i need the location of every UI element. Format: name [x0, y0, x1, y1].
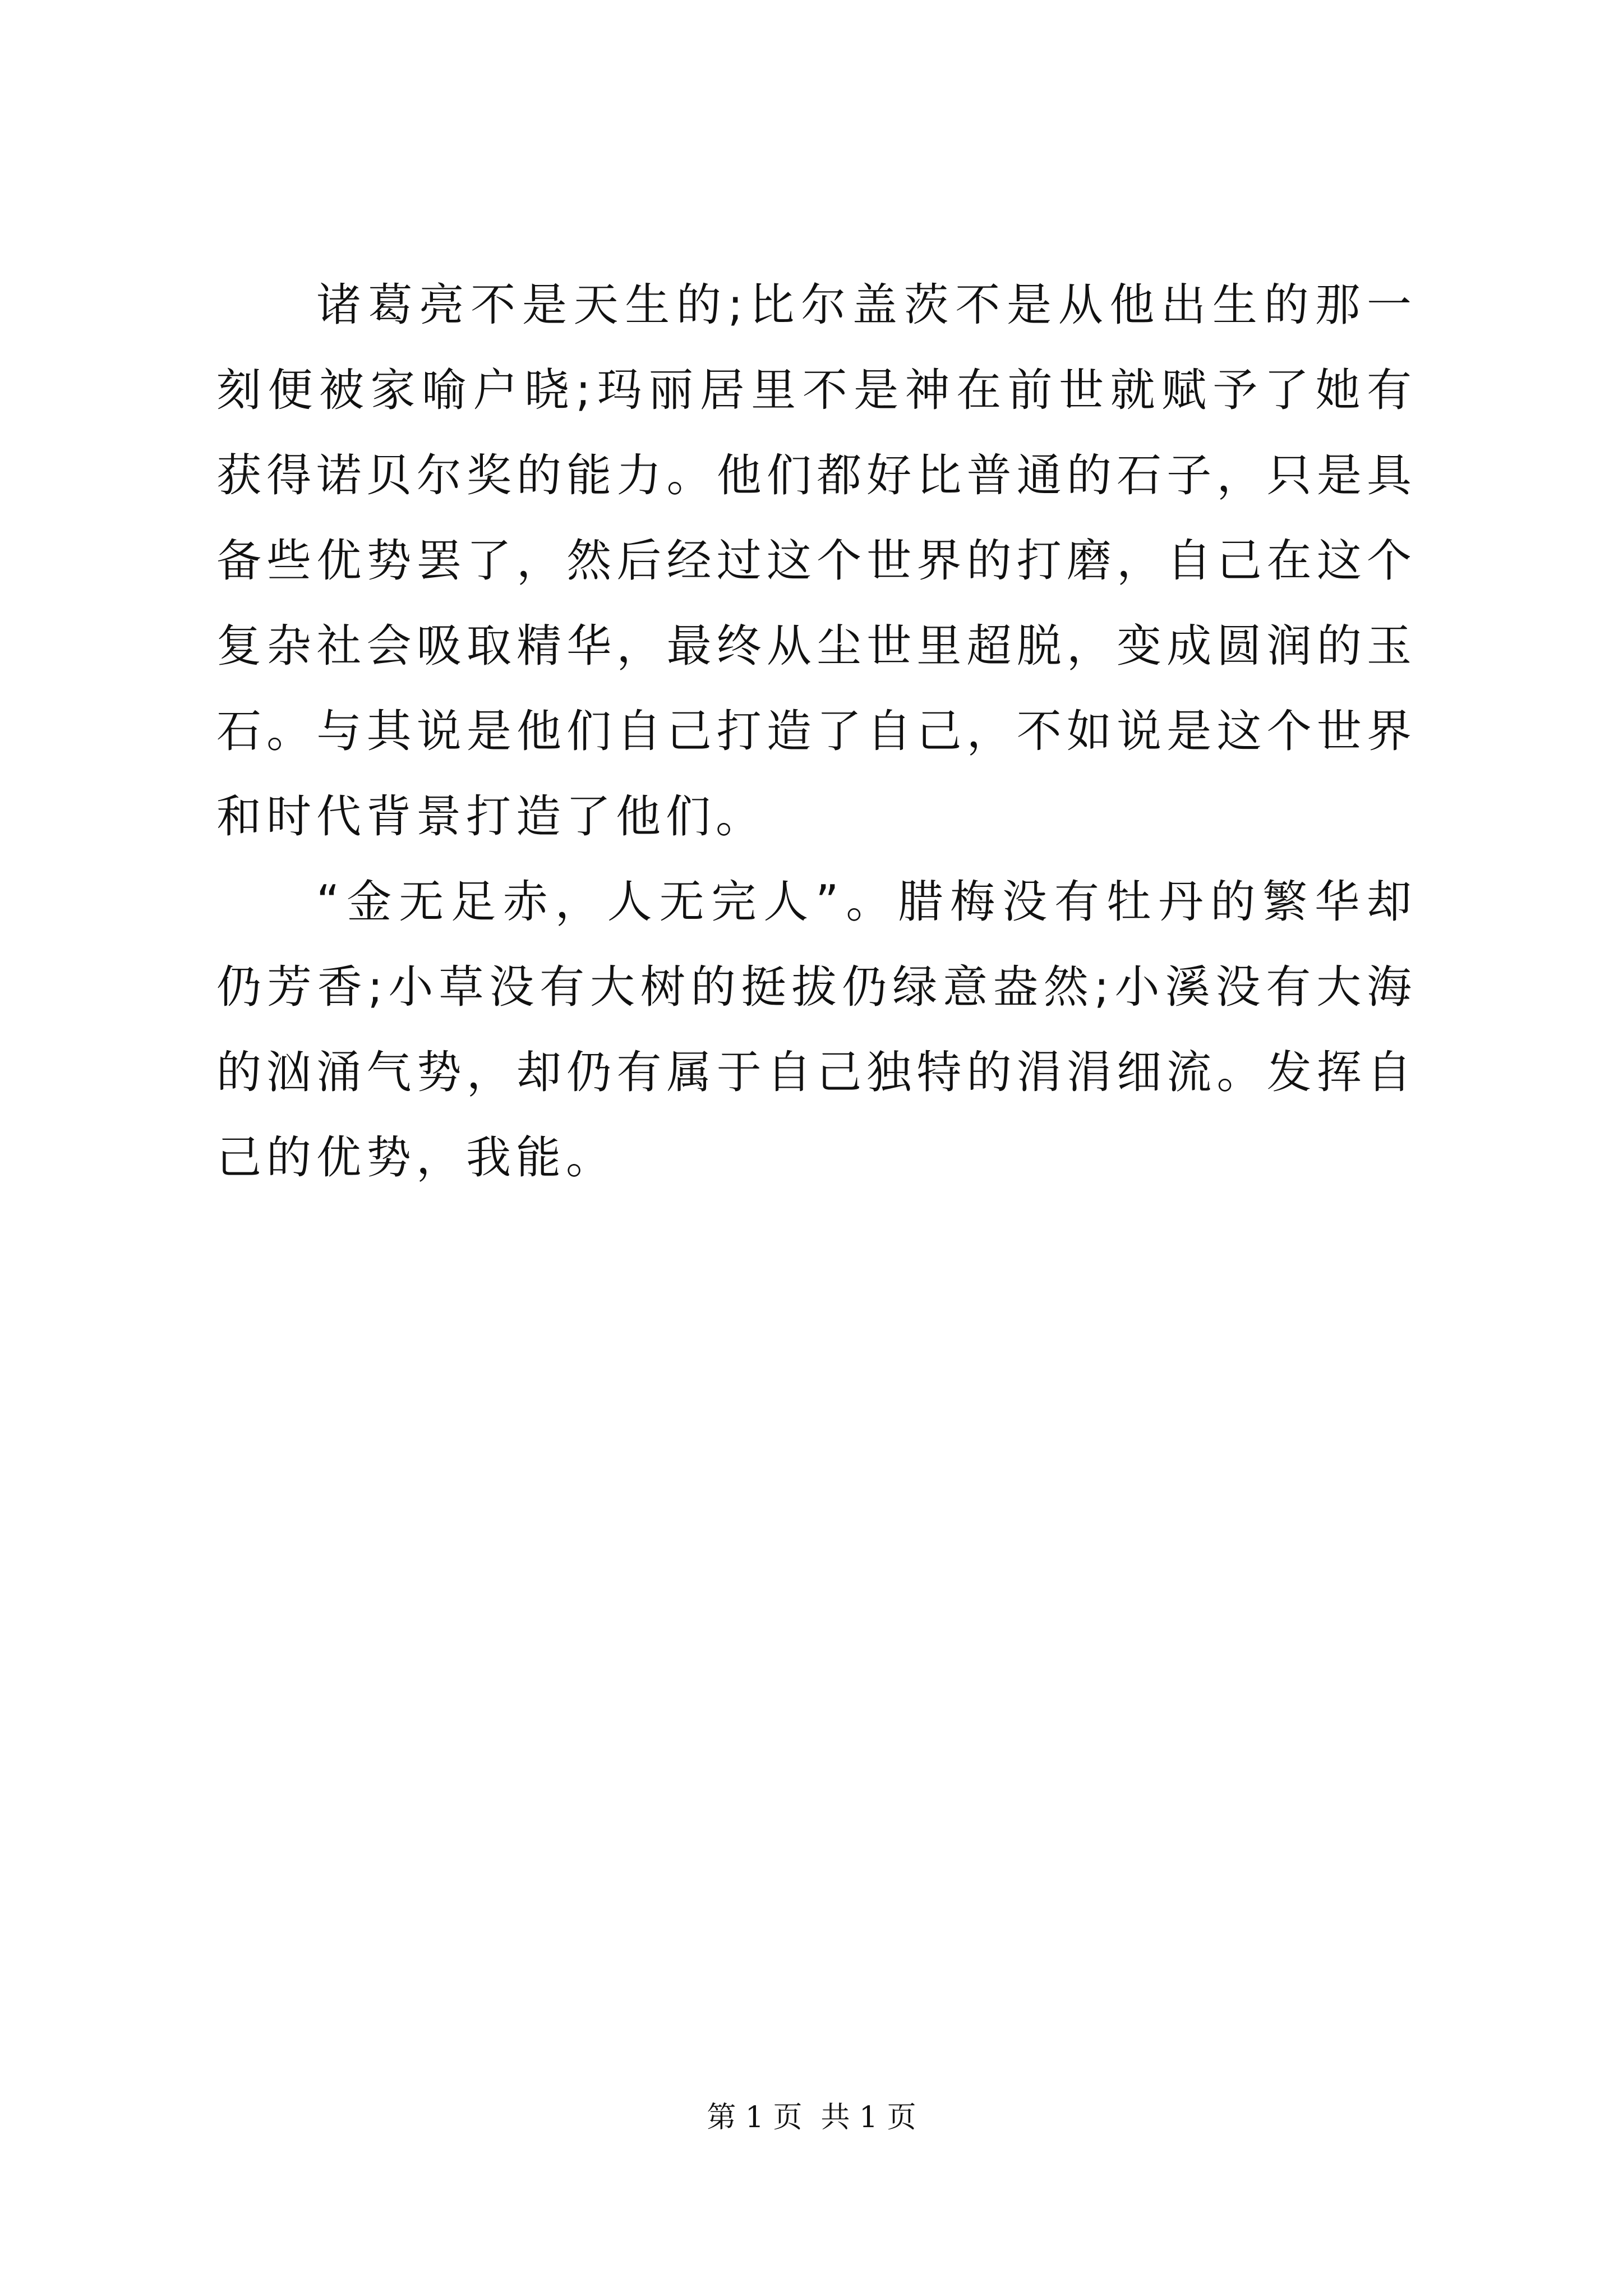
paragraph-2: “金无足赤，人无完人”。腊梅没有牡丹的繁华却仍芳香;小草没有大树的挺拔仍绿意盎然;小溪没有大海的汹涌气势，却仍有属于自己独特的涓涓细流。发挥自己的优势，我能。	[216, 876, 1417, 1184]
document-body	[216, 263, 1417, 1200]
page-number-footer: 第 1 页 共 1 页	[707, 2101, 916, 2134]
paragraph-1: 诸葛亮不是天生的;比尔盖茨不是从他出生的那一刻便被家喻户晓;玛丽居里不是神在前世就赋予了她有获得诺贝尔奖的能力。他们都好比普通的石子，只是具备些优势罢了，然后经过这个世界的打磨，自己在这个复杂社会吸取精华，最终从尘世里超脱，变成圆润的玉石。与其说是他们自己打造了自己，不如说是这个世界和时代背景打造了他们。	[216, 279, 1417, 843]
